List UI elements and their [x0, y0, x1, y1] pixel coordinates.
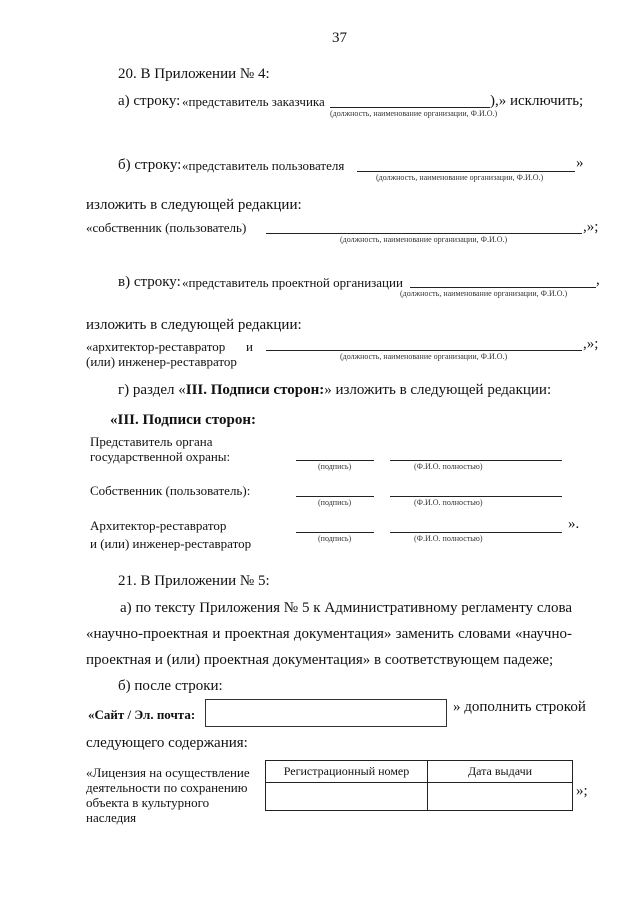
- following-content-label: следующего содержания:: [86, 735, 248, 751]
- license-label-line-1: «Лицензия на осуществление: [86, 765, 250, 780]
- license-table-cell-date: [428, 783, 573, 811]
- license-table: [265, 760, 573, 811]
- item-v-tail: ,: [596, 272, 600, 288]
- sign-row3-sign-caption: (подпись): [318, 534, 352, 543]
- sign-row3-name-line: [390, 532, 562, 533]
- item-b-new-tail: ,»;: [583, 219, 599, 235]
- item-v-caption: (должность, наименование организации, Ф.И.О.): [400, 289, 568, 298]
- sign-row2-label1: Собственник (пользователь):: [90, 483, 251, 498]
- sign-row2-sign-line: [296, 496, 374, 497]
- item-b-quote: «представитель пользователя: [182, 158, 345, 173]
- item-g-bold: III. Подписи сторон:: [185, 382, 325, 398]
- item-g-line: [118, 382, 551, 399]
- site-email-label: «Сайт / Эл. почта:: [88, 707, 196, 722]
- item-b-new-label: «собственник (пользователь): [86, 220, 247, 235]
- item-v-new-tail: ,»;: [583, 336, 599, 352]
- license-label-line-4: наследия: [86, 810, 137, 825]
- item-a-quote: «представитель заказчика: [182, 94, 325, 109]
- section-21-a-line-1: а) по тексту Приложения № 5 к Административному регламенту слова: [120, 600, 572, 616]
- sign-row3-label2: и (или) инженер-реставратор: [90, 536, 252, 551]
- sign-row2-name-line: [390, 496, 562, 497]
- sign-row1-label1: Представитель органа: [90, 434, 213, 449]
- license-table-header-reg: Регистрационный номер: [266, 761, 428, 783]
- item-b-caption: (должность, наименование организации, Ф.И.О.): [376, 173, 544, 182]
- sign-row3-sign-line: [296, 532, 374, 533]
- item-a-blank-line: [330, 107, 490, 108]
- item-v-blank-line: [410, 287, 596, 288]
- site-email-box: [205, 699, 447, 727]
- license-table-header-date: Дата выдачи: [428, 761, 573, 783]
- sign-row3-label1: Архитектор-реставратор: [90, 518, 227, 533]
- item-v-new-blank-line: [266, 350, 582, 351]
- section-21-a-line-2: «научно-проектная и проектная документация» заменить словами «научно-: [86, 626, 572, 642]
- license-table-cell-reg: [266, 783, 428, 811]
- item-v-new-label2: (или) инженер-реставратор: [86, 354, 237, 369]
- item-v-new-heading: изложить в следующей редакции:: [86, 317, 302, 333]
- section-21-a-line-3: проектная и (или) проектная документация» в соответствующем падеже;: [86, 652, 554, 668]
- sign-row1-sign-caption: (подпись): [318, 462, 352, 471]
- sign-row1-name-caption: (Ф.И.О. полностью): [414, 462, 483, 471]
- section-21-b-heading: б) после строки:: [118, 678, 223, 694]
- item-v-quote: «представитель проектной организации: [182, 275, 403, 290]
- sign-row3-end: ».: [568, 516, 580, 532]
- item-b-new-caption: (должность, наименование организации, Ф.И.О.): [340, 235, 508, 244]
- sign-row1-sign-line: [296, 460, 374, 461]
- item-a-tail: ),» исключить;: [490, 93, 584, 109]
- license-label-line-3: объекта в культурного: [86, 795, 210, 810]
- page-number: 37: [332, 30, 347, 46]
- sign-row2-sign-caption: (подпись): [318, 498, 352, 507]
- section-21-a-paragraph: [86, 595, 572, 673]
- license-label-line-2: деятельности по сохранению: [86, 780, 248, 795]
- item-b-prefix: б) строку:: [118, 157, 182, 173]
- item-a-caption: (должность, наименование организации, Ф.И.О.): [330, 109, 498, 118]
- site-email-tail: » дополнить строкой: [453, 699, 586, 715]
- item-b-tail: »: [576, 155, 584, 171]
- license-table-tail: »;: [576, 783, 588, 799]
- item-v-new-label1: «архитектор-реставратор: [86, 339, 226, 354]
- item-b-blank-line: [357, 171, 575, 172]
- sign-row1-label2: государственной охраны:: [90, 449, 231, 464]
- section-21-heading: 21. В Приложении № 5:: [118, 573, 270, 589]
- item-v-new-caption: (должность, наименование организации, Ф.И.О.): [340, 352, 508, 361]
- item-b-new-blank-line: [266, 233, 582, 234]
- section-20-heading: 20. В Приложении № 4:: [118, 66, 270, 82]
- item-a-prefix: а) строку:: [118, 93, 181, 109]
- item-g-prefix: г) раздел «: [118, 382, 186, 398]
- sign-row2-name-caption: (Ф.И.О. полностью): [414, 498, 483, 507]
- sign-row1-name-line: [390, 460, 562, 461]
- signatures-title: «III. Подписи сторон:: [110, 412, 256, 428]
- sign-row3-name-caption: (Ф.И.О. полностью): [414, 534, 483, 543]
- item-b-new-heading: изложить в следующей редакции:: [86, 197, 302, 213]
- item-v-prefix: в) строку:: [118, 274, 181, 290]
- item-v-new-conj: и: [246, 339, 253, 354]
- item-g-suffix: » изложить в следующей редакции:: [324, 382, 552, 398]
